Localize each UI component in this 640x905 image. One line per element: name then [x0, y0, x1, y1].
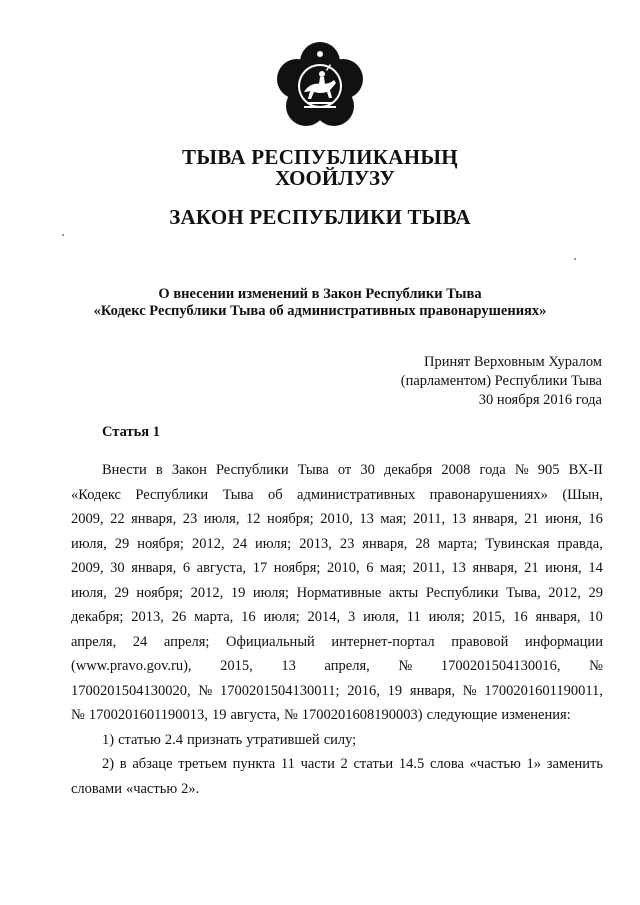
- body-word: от: [337, 462, 352, 478]
- body-word: 2: [340, 756, 348, 772]
- body-word: №: [283, 707, 298, 723]
- body-word: 905: [537, 462, 560, 478]
- body-word: №: [514, 462, 529, 478]
- body-word: ноября;: [137, 535, 184, 552]
- body-word: 12: [245, 511, 261, 527]
- body-word: марта,: [194, 609, 234, 625]
- body-word: 2010,: [327, 560, 360, 576]
- body-line: [71, 703, 603, 728]
- body-word: статьи: [353, 756, 394, 772]
- body-word: информации: [524, 633, 603, 650]
- body-word: января,: [535, 609, 581, 625]
- adoption-line-1: Принят Верховным Хуралом: [424, 354, 602, 370]
- body-word: 6: [182, 560, 191, 576]
- body-word: 2012,: [190, 584, 224, 601]
- article-title: Статья 1: [102, 424, 160, 440]
- body-word: 1700201608190003): [301, 707, 423, 723]
- body-word: августа,: [196, 560, 247, 576]
- body-word: ноября;: [136, 584, 184, 601]
- body-word: Тыва: [297, 462, 329, 478]
- body-line: [71, 777, 603, 802]
- header-title-russian: ЗАКОН РЕСПУБЛИКИ ТЫВА: [169, 205, 471, 229]
- body-word: 22: [110, 511, 125, 527]
- body-word: 13: [359, 511, 374, 527]
- body-word: 26: [171, 609, 187, 625]
- body-word: 14: [588, 560, 603, 576]
- body-word: абзаце: [132, 756, 173, 772]
- body-word: №: [198, 682, 213, 699]
- body-word: административных: [297, 486, 416, 503]
- body-word: 16: [241, 609, 256, 625]
- subject-line-2: «Кодекс Республики Тыва об административных правонарушениях»: [93, 303, 547, 319]
- body-word: мая;: [380, 511, 407, 527]
- body-word: 2.4: [164, 731, 184, 748]
- body-word: 2012,: [548, 584, 581, 601]
- body-word: 11: [280, 756, 295, 772]
- body-word: 16: [513, 609, 528, 625]
- body-word: мая;: [379, 560, 407, 576]
- body-word: №: [398, 658, 413, 674]
- body-word: правовой: [451, 633, 509, 650]
- body-word: 13: [451, 560, 466, 576]
- body-word: 24: [232, 535, 248, 552]
- body-word: акты: [388, 584, 419, 601]
- body-word: 2016,: [347, 682, 380, 699]
- body-word: Официальный: [226, 633, 315, 650]
- body-word: января,: [131, 511, 177, 527]
- body-word: июля,: [71, 584, 107, 601]
- body-word: января,: [131, 560, 177, 576]
- body-word: 24: [132, 633, 148, 650]
- body-word: изменения:: [501, 707, 571, 723]
- body-word: правонарушениях»: [429, 486, 548, 503]
- body-line: [71, 752, 603, 777]
- body-word: апреля,: [324, 658, 370, 674]
- body-word: 19: [230, 584, 246, 601]
- body-word: 28: [415, 535, 430, 552]
- body-word: 10: [588, 609, 603, 625]
- body-word: августа,: [230, 707, 280, 723]
- body-word: 3: [348, 609, 356, 625]
- body-word: Республики: [425, 584, 499, 601]
- body-word: №: [589, 658, 603, 674]
- body-word: 16: [588, 511, 603, 527]
- body-word: 2015,: [220, 658, 253, 674]
- body-word: Республики: [215, 462, 289, 478]
- body-word: марта;: [437, 535, 478, 552]
- body-word: третьем: [178, 756, 227, 772]
- body-word: 1): [102, 731, 115, 748]
- body-line: [71, 728, 603, 753]
- body-word: июля;: [252, 584, 290, 601]
- body-word: 14.5: [398, 756, 425, 772]
- body-word: 2010,: [320, 511, 353, 527]
- adoption-date: 30 ноября 2016 года: [478, 392, 602, 408]
- body-word: ноября;: [266, 511, 314, 527]
- body-word: Республики: [135, 486, 209, 503]
- body-word: 13: [281, 658, 296, 674]
- body-line: [71, 458, 603, 483]
- body-word: 1700201504130016,: [440, 658, 561, 674]
- body-word: об: [267, 486, 283, 503]
- body-word: 2015,: [472, 609, 506, 625]
- body-word: Тыва,: [506, 584, 541, 601]
- body-word: 30: [360, 462, 375, 478]
- body-word: интернет-портал: [331, 633, 435, 650]
- body-word: июля,: [363, 609, 399, 625]
- body-word: «частью: [469, 756, 521, 772]
- body-word: «Кодекс: [71, 486, 121, 503]
- body-word: Закон: [171, 462, 207, 478]
- tuva-emblem-icon: [274, 40, 366, 132]
- body-word: №: [71, 707, 85, 723]
- body-word: июля;: [255, 535, 292, 552]
- body-line: [71, 654, 603, 679]
- body-word: следующие: [426, 707, 498, 723]
- body-word: июля;: [428, 609, 465, 625]
- body-line: [71, 630, 603, 655]
- body-word: Тувинская: [485, 535, 550, 552]
- body-word: статью: [118, 731, 161, 748]
- body-word: пункта: [232, 756, 276, 772]
- body-word: 2011,: [412, 560, 445, 576]
- adoption-line-2: (парламентом) Республики Тыва: [400, 373, 602, 389]
- body-line: [71, 605, 603, 630]
- adoption-note: [401, 353, 602, 410]
- body-word: января,: [472, 511, 518, 527]
- body-line: [71, 581, 603, 606]
- body-word: 11: [406, 609, 421, 625]
- body-word: «частью: [125, 780, 178, 797]
- body-word: 29: [114, 535, 130, 552]
- body-word: 17: [252, 560, 268, 576]
- body-line: [71, 532, 603, 557]
- body-line: [71, 507, 603, 532]
- body-word: декабря;: [71, 609, 124, 625]
- body-word: января,: [362, 535, 408, 552]
- body-word: признать: [187, 731, 243, 748]
- body-word: 1700201504130020,: [71, 682, 191, 699]
- scan-speck: [62, 234, 64, 236]
- body-word: июля,: [203, 511, 240, 527]
- body-word: 30: [110, 560, 125, 576]
- body-word: 2011,: [413, 511, 446, 527]
- subject-line-1: О внесении изменений в Закон Республики Тыва: [158, 286, 482, 302]
- body-word: июля;: [263, 609, 300, 625]
- body-word: 2014,: [307, 609, 341, 625]
- body-word: Нормативные: [296, 584, 382, 601]
- header-title-tuvan: ТЫВА РЕСПУБЛИКАНЫҢ: [182, 145, 458, 169]
- body-word: апреля;: [163, 633, 210, 650]
- body-word: 23: [182, 511, 198, 527]
- body-word: части: [300, 756, 335, 772]
- body-word: 2013,: [299, 535, 332, 552]
- body-word: слова: [429, 756, 464, 772]
- body-word: 2012,: [191, 535, 225, 552]
- body-word: 21: [524, 560, 539, 576]
- body-word: апреля,: [71, 633, 117, 650]
- header-title-tuvan-law: ХООЙЛУЗУ: [275, 166, 395, 190]
- body-word: января,: [472, 560, 518, 576]
- law-subject: [0, 286, 640, 320]
- article-body: [71, 458, 603, 801]
- body-word: 29: [114, 584, 129, 601]
- body-word: заменить: [546, 756, 603, 772]
- body-word: июня,: [545, 511, 582, 527]
- body-word: силу;: [323, 731, 357, 748]
- body-word: 2013,: [131, 609, 164, 625]
- scan-speck: [574, 258, 576, 260]
- body-word: 1700201601190011,: [484, 682, 603, 699]
- body-word: ВХ-II: [568, 462, 603, 478]
- body-word: 21: [524, 511, 539, 527]
- body-line: [71, 679, 603, 704]
- body-word: января,: [409, 682, 455, 699]
- body-word: 6: [366, 560, 374, 576]
- body-line: [71, 483, 603, 508]
- body-word: 29: [588, 584, 603, 601]
- body-word: 1»: [526, 756, 542, 772]
- body-word: года: [479, 462, 506, 478]
- body-word: 23: [339, 535, 355, 552]
- body-word: июня,: [545, 560, 582, 576]
- body-word: 13: [451, 511, 467, 527]
- body-word: (www.pravo.gov.ru),: [71, 658, 192, 674]
- body-word: 1700201601190013,: [88, 707, 208, 723]
- body-word: (Шын,: [562, 486, 603, 503]
- body-word: июля,: [71, 535, 107, 552]
- body-word: утратившей: [246, 731, 320, 748]
- body-word: 2009,: [71, 560, 104, 576]
- body-line: [71, 556, 603, 581]
- body-word: Тыва: [222, 486, 254, 503]
- body-word: №: [462, 682, 477, 699]
- body-word: 2009,: [71, 511, 104, 527]
- body-word: 2): [102, 756, 115, 772]
- body-word: 19: [387, 682, 403, 699]
- body-word: 19: [211, 707, 227, 723]
- body-word: словами: [71, 780, 122, 797]
- body-word: ноября;: [273, 560, 321, 576]
- body-word: 1700201504130011;: [220, 682, 340, 699]
- body-word: правда,: [557, 535, 603, 552]
- body-word: 2008: [441, 462, 471, 478]
- body-word: 2».: [181, 780, 200, 797]
- body-word: Внести: [102, 462, 147, 478]
- body-word: в: [155, 462, 163, 478]
- body-word: декабря: [383, 462, 433, 478]
- body-word: в: [119, 756, 127, 772]
